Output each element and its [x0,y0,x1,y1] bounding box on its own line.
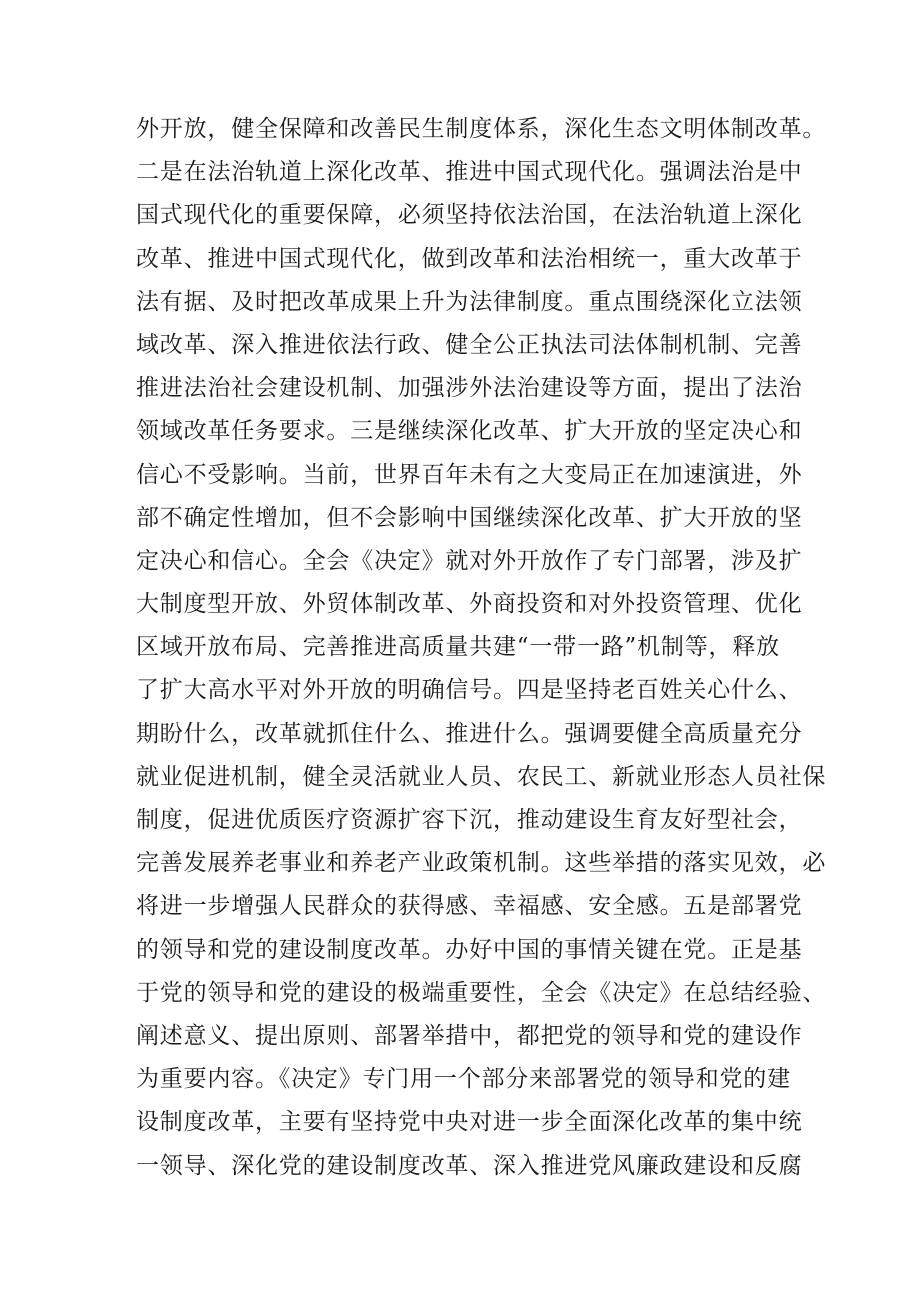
text-line: 外开放，健全保障和改善民生制度体系，深化生态文明体制改革。 [136,116,827,142]
text-line: 国式现代化的重要保障，必须坚持依法治国，在法治轨道上深化 [136,202,803,229]
text-line: 信心不受影响。当前，世界百年未有之大变局正在加速演进，外 [136,461,803,488]
text-line: 将进一步增强人民群众的获得感、幸福感、安全感。五是部署党 [136,893,803,920]
text-line: 了扩大高水平对外开放的明确信号。四是坚持老百姓关心什么、 [136,677,803,704]
text-line: 一领导、深化党的建设制度改革、深入推进党风廉政建设和反腐 [136,1152,803,1179]
text-line: 域改革、深入推进依法行政、健全公正执法司法体制机制、完善 [136,331,803,358]
text-line: 的领导和党的建设制度改革。办好中国的事情关键在党。正是基 [136,936,803,963]
text-line: 部不确定性增加，但不会影响中国继续深化改革、扩大开放的坚 [136,504,803,531]
text-line: 为重要内容。《决定》专门用一个部分来部署党的领导和党的建 [136,1066,791,1093]
text-line: 于党的领导和党的建设的极端重要性，全会《决定》在总结经验、 [136,979,827,1006]
text-line: 阐述意义、提出原则、部署举措中，都把党的领导和党的建设作 [136,1022,803,1049]
text-line: 就业促进机制，健全灵活就业人员、农民工、新就业形态人员社保 [136,763,827,790]
text-line: 完善发展养老事业和养老产业政策机制。这些举措的落实见效，必 [136,850,827,877]
text-line: 推进法治社会建设机制、加强涉外法治建设等方面，提出了法治 [136,375,803,402]
body-text [136,108,827,1188]
text-line: 制度，促进优质医疗资源扩容下沉，推动建设生育友好型社会， [136,807,803,833]
text-line: 改革、推进中国式现代化，做到改革和法治相统一，重大改革于 [136,245,803,272]
text-line: 法有据、及时把改革成果上升为法律制度。重点围绕深化立法领 [136,288,803,315]
text-line: 大制度型开放、外贸体制改革、外商投资和对外投资管理、优化 [136,591,803,618]
text-line: 设制度改革，主要有坚持党中央对进一步全面深化改革的集中统 [136,1109,803,1136]
text-line: 定决心和信心。全会《决定》就对外开放作了专门部署，涉及扩 [136,547,803,574]
text-line: 领域改革任务要求。三是继续深化改革、扩大开放的坚定决心和 [136,418,803,445]
text-line: 期盼什么，改革就抓住什么、推进什么。强调要健全高质量充分 [136,720,803,747]
text-line: 区域开放布局、完善推进高质量共建“一带一路”机制等，释放 [136,634,780,661]
text-line: 二是在法治轨道上深化改革、推进中国式现代化。强调法治是中 [136,159,803,186]
